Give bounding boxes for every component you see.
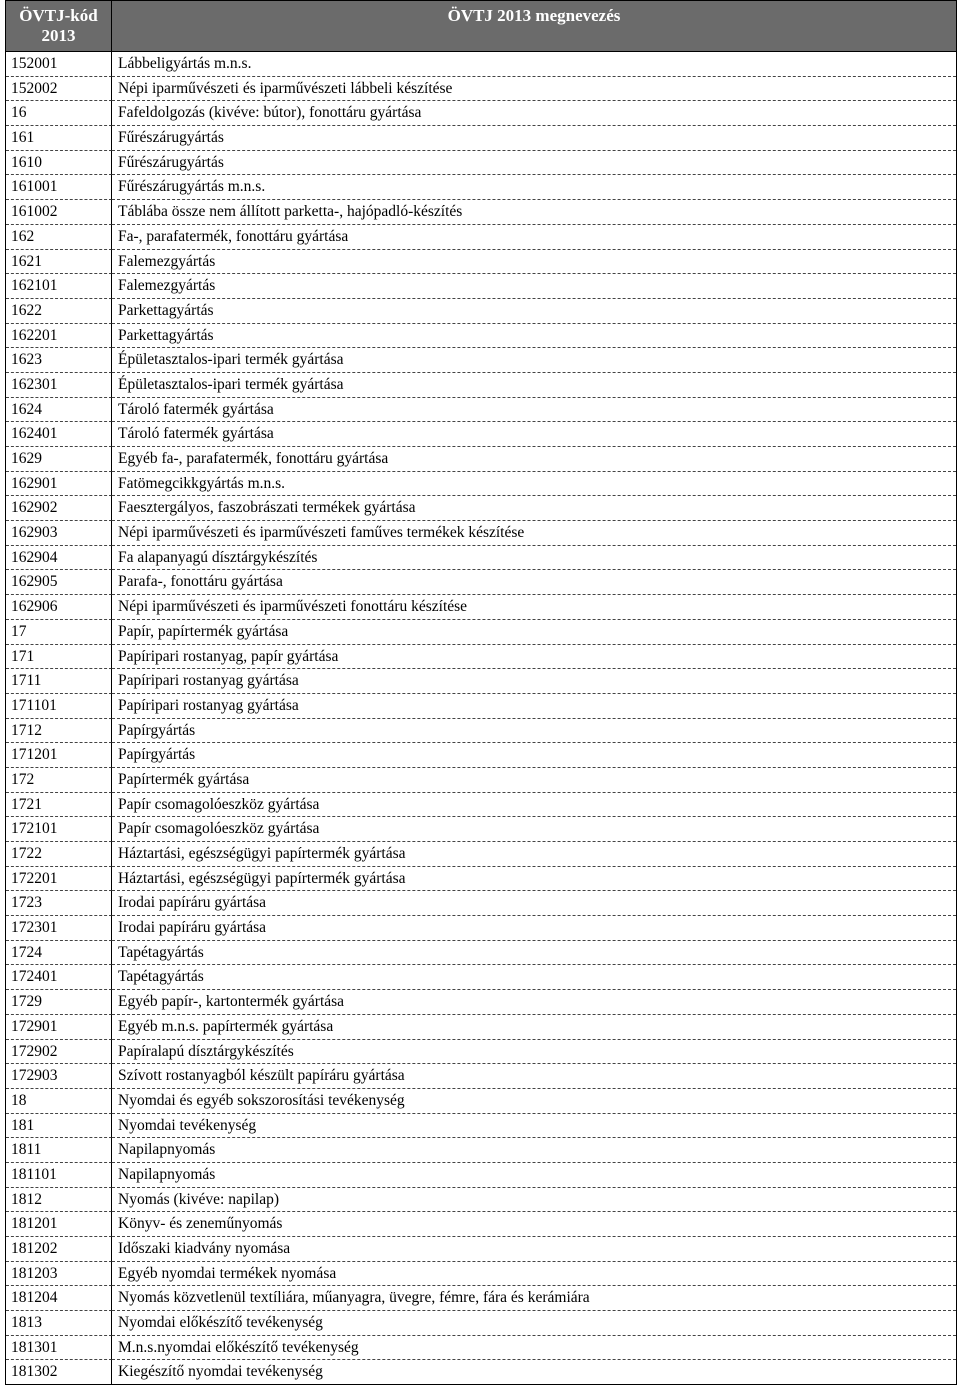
row-name: Épületasztalos-ipari termék gyártása	[112, 348, 956, 373]
row-code: 181203	[6, 1262, 112, 1287]
row-code: 172902	[6, 1040, 112, 1065]
table-row	[6, 546, 956, 571]
table-row	[6, 1138, 956, 1163]
row-name: Egyéb m.n.s. papírtermék gyártása	[112, 1015, 956, 1040]
row-code: 1813	[6, 1311, 112, 1336]
row-name: Parkettagyártás	[112, 299, 956, 324]
row-name: Parafa-, fonottáru gyártása	[112, 570, 956, 595]
row-code: 152002	[6, 77, 112, 102]
table-row	[6, 101, 956, 126]
row-code: 162904	[6, 546, 112, 571]
table-row	[6, 990, 956, 1015]
row-code: 162301	[6, 373, 112, 398]
table-row	[6, 1064, 956, 1089]
row-code: 1811	[6, 1138, 112, 1163]
row-name: Papírtermék gyártása	[112, 768, 956, 793]
table-row	[6, 274, 956, 299]
table-row	[6, 1040, 956, 1065]
table-row	[6, 867, 956, 892]
row-name: Épületasztalos-ipari termék gyártása	[112, 373, 956, 398]
row-name: Háztartási, egészségügyi papírtermék gyártása	[112, 842, 956, 867]
table-row	[6, 1336, 956, 1361]
table-row	[6, 719, 956, 744]
table-row	[6, 151, 956, 176]
row-code: 1629	[6, 447, 112, 472]
table-row	[6, 1237, 956, 1262]
row-code: 181301	[6, 1336, 112, 1361]
row-code: 1723	[6, 891, 112, 916]
row-name: Papíripari rostanyag gyártása	[112, 669, 956, 694]
table-row	[6, 891, 956, 916]
row-code: 161	[6, 126, 112, 151]
row-name: Papíripari rostanyag, papír gyártása	[112, 645, 956, 670]
row-name: Tapétagyártás	[112, 941, 956, 966]
row-name: Papíralapú dísztárgykészítés	[112, 1040, 956, 1065]
row-name: Napilapnyomás	[112, 1163, 956, 1188]
table-row	[6, 916, 956, 941]
table-row	[6, 793, 956, 818]
table-row	[6, 669, 956, 694]
row-code: 162201	[6, 324, 112, 349]
row-name: Tapétagyártás	[112, 965, 956, 990]
row-name: Népi iparművészeti és iparművészeti fonottáru készítése	[112, 595, 956, 620]
row-code: 1623	[6, 348, 112, 373]
row-code: 1624	[6, 398, 112, 423]
table-row	[6, 595, 956, 620]
row-code: 181202	[6, 1237, 112, 1262]
row-code: 181201	[6, 1212, 112, 1237]
table-row	[6, 1015, 956, 1040]
table-row	[6, 694, 956, 719]
row-name: Napilapnyomás	[112, 1138, 956, 1163]
table-row	[6, 200, 956, 225]
row-code: 172903	[6, 1064, 112, 1089]
row-name: Papírgyártás	[112, 719, 956, 744]
row-name: Könyv- és zeneműnyomás	[112, 1212, 956, 1237]
table-row	[6, 348, 956, 373]
row-name: Tároló fatermék gyártása	[112, 422, 956, 447]
row-name: Irodai papíráru gyártása	[112, 891, 956, 916]
row-code: 172401	[6, 965, 112, 990]
row-name: Fa-, parafatermék, fonottáru gyártása	[112, 225, 956, 250]
row-code: 162101	[6, 274, 112, 299]
table-row	[6, 1188, 956, 1213]
row-code: 172301	[6, 916, 112, 941]
table-row	[6, 768, 956, 793]
row-code: 1721	[6, 793, 112, 818]
row-code: 1622	[6, 299, 112, 324]
row-name: Parkettagyártás	[112, 324, 956, 349]
table-row	[6, 77, 956, 102]
table-row	[6, 324, 956, 349]
row-code: 171201	[6, 743, 112, 768]
row-code: 162903	[6, 521, 112, 546]
row-name: Papírgyártás	[112, 743, 956, 768]
table-row	[6, 496, 956, 521]
table-row	[6, 941, 956, 966]
code-table	[5, 0, 957, 1385]
table-row	[6, 225, 956, 250]
table-row	[6, 52, 956, 77]
row-code: 1610	[6, 151, 112, 176]
table-header	[5, 0, 957, 52]
table-row	[6, 743, 956, 768]
table-row	[6, 1089, 956, 1114]
row-name: Falemezgyártás	[112, 250, 956, 275]
row-name: Papíripari rostanyag gyártása	[112, 694, 956, 719]
row-code: 162906	[6, 595, 112, 620]
row-code: 1812	[6, 1188, 112, 1213]
row-name: Háztartási, egészségügyi papírtermék gyártása	[112, 867, 956, 892]
row-code: 181101	[6, 1163, 112, 1188]
table-row	[6, 422, 956, 447]
row-code: 172	[6, 768, 112, 793]
row-code: 1724	[6, 941, 112, 966]
row-name: Egyéb papír-, kartontermék gyártása	[112, 990, 956, 1015]
header-code-column	[6, 1, 112, 51]
row-code: 1712	[6, 719, 112, 744]
row-name: Faesztergályos, faszobrászati termékek gyártása	[112, 496, 956, 521]
table-row	[6, 1212, 956, 1237]
table-row	[6, 1163, 956, 1188]
row-code: 1711	[6, 669, 112, 694]
row-code: 161002	[6, 200, 112, 225]
table-row	[6, 126, 956, 151]
table-row	[6, 299, 956, 324]
table-row	[6, 1311, 956, 1336]
row-name: Nyomdai és egyéb sokszorosítási tevékenység	[112, 1089, 956, 1114]
row-code: 172101	[6, 817, 112, 842]
row-code: 162905	[6, 570, 112, 595]
row-name: Nyomdai tevékenység	[112, 1114, 956, 1139]
row-code: 16	[6, 101, 112, 126]
row-code: 172201	[6, 867, 112, 892]
header-code-line1: ÖVTJ-kód	[19, 6, 98, 25]
row-code: 181204	[6, 1286, 112, 1311]
row-name: Papír csomagolóeszköz gyártása	[112, 817, 956, 842]
row-code: 162401	[6, 422, 112, 447]
row-name: Táblába össze nem állított parketta-, hajópadló-készítés	[112, 200, 956, 225]
row-name: Papír, papírtermék gyártása	[112, 620, 956, 645]
row-name: Fafeldolgozás (kivéve: bútor), fonottáru gyártása	[112, 101, 956, 126]
row-name: Népi iparművészeti és iparművészeti faműves termékek készítése	[112, 521, 956, 546]
table-row	[6, 250, 956, 275]
row-code: 172901	[6, 1015, 112, 1040]
table-row	[6, 817, 956, 842]
row-name: M.n.s.nyomdai előkészítő tevékenység	[112, 1336, 956, 1361]
header-name-column: ÖVTJ 2013 megnevezés	[447, 6, 621, 25]
table-row	[6, 1114, 956, 1139]
row-name: Falemezgyártás	[112, 274, 956, 299]
row-name: Fa alapanyagú dísztárgykészítés	[112, 546, 956, 571]
table-row	[6, 1286, 956, 1311]
row-name: Fűrészárugyártás	[112, 151, 956, 176]
table-row	[6, 620, 956, 645]
row-code: 161001	[6, 175, 112, 200]
table-row	[6, 447, 956, 472]
row-name: Fűrészárugyártás	[112, 126, 956, 151]
row-name: Időszaki kiadvány nyomása	[112, 1237, 956, 1262]
row-code: 181	[6, 1114, 112, 1139]
row-code: 171101	[6, 694, 112, 719]
row-name: Egyéb fa-, parafatermék, fonottáru gyártása	[112, 447, 956, 472]
row-code: 181302	[6, 1360, 112, 1385]
table-row	[6, 521, 956, 546]
header-code-line2: 2013	[41, 26, 76, 45]
row-code: 162901	[6, 472, 112, 497]
row-name: Nyomás (kivéve: napilap)	[112, 1188, 956, 1213]
row-name: Papír csomagolóeszköz gyártása	[112, 793, 956, 818]
table-row	[6, 1262, 956, 1287]
row-code: 1722	[6, 842, 112, 867]
table-row	[6, 842, 956, 867]
row-code: 17	[6, 620, 112, 645]
row-name: Irodai papíráru gyártása	[112, 916, 956, 941]
row-name: Kiegészítő nyomdai tevékenység	[112, 1360, 956, 1385]
table-row	[6, 1360, 956, 1385]
row-code: 1729	[6, 990, 112, 1015]
table-row	[6, 965, 956, 990]
table-row	[6, 373, 956, 398]
row-code: 162902	[6, 496, 112, 521]
row-name: Nyomás közvetlenül textíliára, műanyagra, üvegre, fémre, fára és kerámiára	[112, 1286, 956, 1311]
row-code: 18	[6, 1089, 112, 1114]
row-name: Fűrészárugyártás m.n.s.	[112, 175, 956, 200]
row-name: Szívott rostanyagból készült papíráru gyártása	[112, 1064, 956, 1089]
row-name: Nyomdai előkészítő tevékenység	[112, 1311, 956, 1336]
row-code: 152001	[6, 52, 112, 77]
table-body	[5, 52, 957, 1385]
row-name: Egyéb nyomdai termékek nyomása	[112, 1262, 956, 1287]
row-name: Fatömegcikkgyártás m.n.s.	[112, 472, 956, 497]
table-row	[6, 175, 956, 200]
row-code: 1621	[6, 250, 112, 275]
row-name: Lábbeligyártás m.n.s.	[112, 52, 956, 77]
table-row	[6, 570, 956, 595]
table-row	[6, 645, 956, 670]
row-name: Népi iparművészeti és iparművészeti lábbeli készítése	[112, 77, 956, 102]
table-row	[6, 472, 956, 497]
row-code: 162	[6, 225, 112, 250]
row-name: Tároló fatermék gyártása	[112, 398, 956, 423]
table-row	[6, 398, 956, 423]
row-code: 171	[6, 645, 112, 670]
